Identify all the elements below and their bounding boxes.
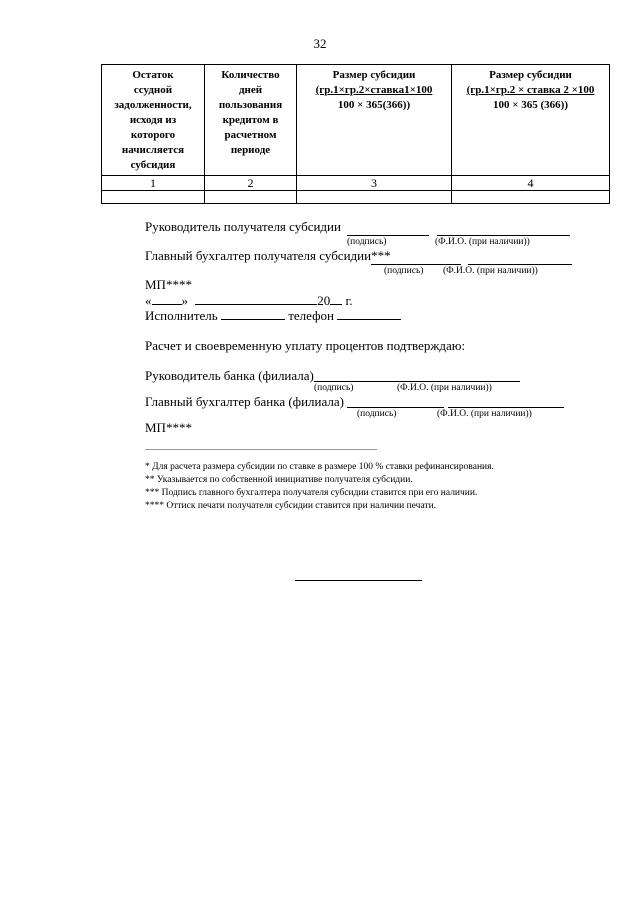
header-loan-balance: Остаток ссудной задолженности, исходя из которого начисляется субсидия xyxy=(102,65,205,176)
recipient-head-signature-line xyxy=(347,235,429,236)
column-number: 3 xyxy=(297,176,452,191)
bank-accountant-signature-line xyxy=(347,407,444,408)
bank-accountant-name-line xyxy=(448,407,564,408)
footnote-2: ** Указывается по собственной инициативе получателя субсидии. xyxy=(145,475,413,485)
column-number: 2 xyxy=(205,176,297,191)
recipient-head-line xyxy=(145,219,341,235)
footnote-1: * Для расчета размера субсидии по ставке в размере 100 % ставки рефинансирования. xyxy=(145,462,494,472)
signature-hint: (подпись) xyxy=(314,383,354,393)
confirmation-text: Расчет и своевременную уплату процентов подтверждаю: xyxy=(145,338,466,353)
column-number: 1 xyxy=(102,176,205,191)
executor-blank xyxy=(221,308,285,320)
stamp-mark: МП**** xyxy=(145,277,192,292)
date-line xyxy=(145,293,353,309)
name-hint: (Ф.И.О. (при наличии)) xyxy=(437,409,532,419)
day-blank xyxy=(152,293,182,305)
recipient-head-name-line xyxy=(437,235,570,236)
footnote-3: *** Подпись главного бухгалтера получателя субсидии ставится при его наличии. xyxy=(145,488,478,498)
bank-head-label: Руководитель банка (филиала) xyxy=(145,368,314,383)
recipient-accountant-name-line xyxy=(468,264,572,265)
page-number: 32 xyxy=(313,36,327,51)
table-row xyxy=(102,191,610,204)
name-hint: (Ф.И.О. (при наличии)) xyxy=(443,266,538,276)
table-cell xyxy=(297,191,452,204)
header-days-count: Количество дней пользования кредитом в расчетном периоде xyxy=(205,65,297,176)
subsidy-table xyxy=(101,64,610,204)
executor-line xyxy=(145,308,401,324)
table-header-row xyxy=(102,65,610,176)
executor-label: Исполнитель xyxy=(145,308,218,323)
recipient-accountant-label: Главный бухгалтер получателя субсидии*** xyxy=(145,248,391,263)
table-cell xyxy=(102,191,205,204)
name-hint: (Ф.И.О. (при наличии)) xyxy=(435,237,530,247)
name-hint: (Ф.И.О. (при наличии)) xyxy=(397,383,492,393)
column-number: 4 xyxy=(452,176,610,191)
table-cell xyxy=(452,191,610,204)
table-cell xyxy=(205,191,297,204)
signature-hint: (подпись) xyxy=(347,237,387,247)
footnote-separator xyxy=(145,449,377,450)
month-blank xyxy=(195,293,317,305)
year-suffix: г. xyxy=(345,293,353,308)
closing-line xyxy=(295,580,422,581)
bank-head-line xyxy=(314,381,520,382)
signature-hint: (подпись) xyxy=(357,409,397,419)
bank-accountant-label: Главный бухгалтер банка (филиала) xyxy=(145,394,344,409)
phone-blank xyxy=(337,308,401,320)
year-prefix: 20 xyxy=(317,293,331,308)
recipient-accountant-signature-line xyxy=(371,264,461,265)
recipient-head-label: Руководитель получателя субсидии xyxy=(145,219,341,234)
header-subsidy-rate-1: Размер субсидии (гр.1×гр.2×ставка1×100 100 × 365(366)) xyxy=(297,65,452,176)
footnote-4: **** Оттиск печати получателя субсидии ставится при наличии печати. xyxy=(145,501,437,511)
date-close-quote: » xyxy=(181,293,188,308)
phone-label: телефон xyxy=(288,308,334,323)
date-open-quote: « xyxy=(145,293,152,308)
header-subsidy-rate-2: Размер субсидии (гр.1×гр.2 × ставка 2 ×100 100 × 365 (366)) xyxy=(452,65,610,176)
column-number-row xyxy=(102,176,610,191)
signature-hint: (подпись) xyxy=(384,266,424,276)
year-blank xyxy=(330,293,342,305)
stamp-mark: МП**** xyxy=(145,420,192,435)
